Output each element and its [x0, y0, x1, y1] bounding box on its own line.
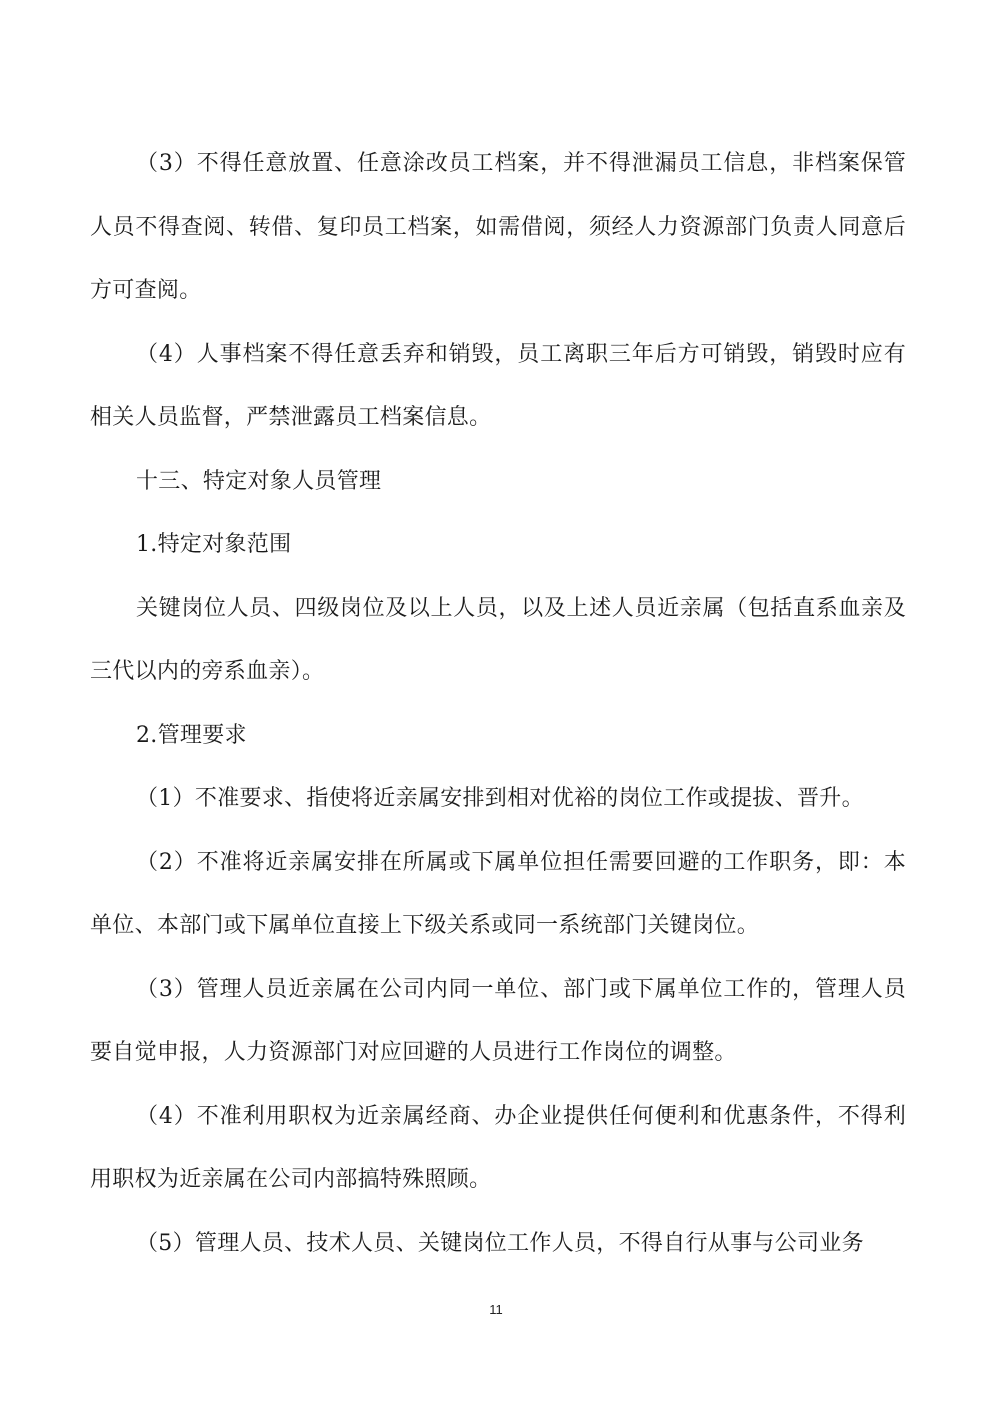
document-body [90, 132, 906, 1275]
page-number: 11 [489, 1302, 503, 1317]
paragraph-requirement-3: （3）管理人员近亲属在公司内同一单位、部门或下属单位工作的，管理人员要自觉申报，人力资源部门对应回避的人员进行工作岗位的调整。 [90, 976, 906, 1065]
paragraph-archive-rule-4: （4）人事档案不得任意丢弃和销毁，员工离职三年后方可销毁，销毁时应有相关人员监督，严禁泄露员工档案信息。 [90, 341, 906, 430]
section-heading-13: 十三、特定对象人员管理 [136, 468, 382, 494]
subsection-heading-scope: 1.特定对象范围 [136, 532, 292, 557]
paragraph-requirement-2: （2）不准将近亲属安排在所属或下属单位担任需要回避的工作职务，即：本单位、本部门或下属单位直接上下级关系或同一系统部门关键岗位。 [90, 849, 906, 938]
paragraph-archive-rule-3: （3）不得任意放置、任意涂改员工档案，并不得泄漏员工信息，非档案保管人员不得查阅、转借、复印员工档案，如需借阅，须经人力资源部门负责人同意后方可查阅。 [90, 151, 906, 303]
paragraph-requirement-1: （1）不准要求、指使将近亲属安排到相对优裕的岗位工作或提拔、晋升。 [136, 786, 864, 811]
paragraph-requirement-5: （5）管理人员、技术人员、关键岗位工作人员，不得自行从事与公司业务 [136, 1230, 864, 1256]
paragraph-requirement-4: （4）不准利用职权为近亲属经商、办企业提供任何便利和优惠条件，不得利用职权为近亲属在公司内部搞特殊照顾。 [90, 1103, 906, 1192]
paragraph-scope: 关键岗位人员、四级岗位及以上人员，以及上述人员近亲属（包括直系血亲及三代以内的旁系血亲）。 [90, 595, 906, 684]
subsection-heading-requirements: 2.管理要求 [136, 722, 247, 748]
